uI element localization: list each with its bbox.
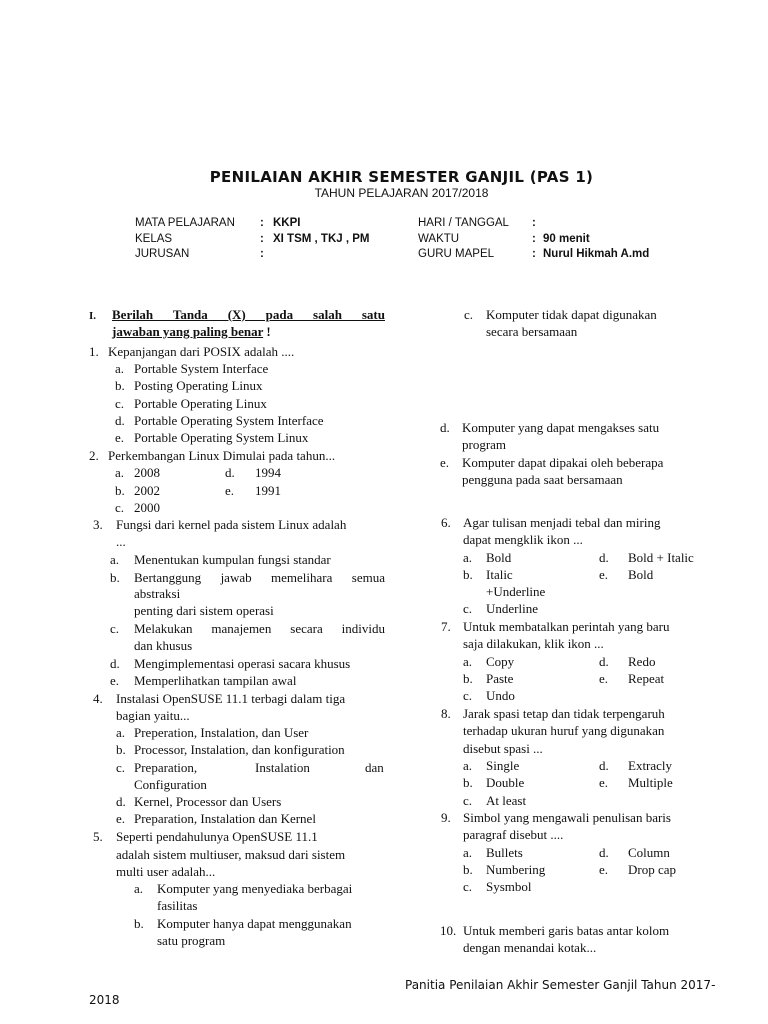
answer-option[interactable]: Bold + Italic	[628, 550, 694, 565]
field-label: HARI / TANGGAL	[418, 217, 509, 229]
answer-option[interactable]: Preparation,	[134, 760, 198, 775]
answer-option[interactable]: Bullets	[486, 845, 523, 860]
answer-option[interactable]: Portable Operating System Linux	[134, 430, 309, 445]
question-number: 9.	[441, 810, 451, 825]
answer-option[interactable]: Komputer yang menyediaka berbagai	[157, 881, 353, 896]
question-number: 3.	[93, 517, 103, 532]
answer-option[interactable]: Posting Operating Linux	[134, 378, 263, 393]
question-number: 7.	[441, 619, 451, 634]
field-value: XI TSM , TKJ , PM	[273, 233, 370, 245]
question-text: Seperti pendahulunya OpenSUSE 11.1	[116, 829, 318, 844]
answer-option[interactable]: Bold	[628, 567, 654, 582]
answer-option[interactable]: Mengimplementasi operasi sacara khusus	[134, 656, 351, 671]
section-instruction-line2: jawaban yang paling benar !	[112, 324, 271, 339]
question-number: 8.	[441, 706, 451, 721]
answer-option[interactable]: 2002	[134, 483, 160, 498]
answer-option[interactable]: Repeat	[628, 671, 665, 686]
answer-option[interactable]: Bertanggung jawab memelihara semua	[134, 570, 385, 585]
answer-option[interactable]: Preperation, Instalation, dan User	[134, 725, 309, 740]
answer-option[interactable]: Single	[486, 758, 520, 773]
answer-option[interactable]: Komputer dapat dipakai oleh beberapa	[462, 455, 664, 470]
page-subtitle: TAHUN PELAJARAN 2017/2018	[314, 186, 489, 200]
question-text: Instalasi OpenSUSE 11.1 terbagi dalam tiga	[116, 691, 346, 706]
field-value: Nurul Hikmah A.md	[543, 248, 650, 260]
question-text: Simbol yang mengawali penulisan baris	[463, 810, 671, 825]
question-text: Jarak spasi tetap dan tidak terpengaruh	[463, 706, 665, 721]
section-number: I.	[89, 310, 97, 322]
answer-option[interactable]: 2008	[134, 465, 160, 480]
field-label: WAKTU	[418, 233, 460, 245]
question-text: Agar tulisan menjadi tebal dan miring	[463, 515, 661, 530]
question-number: 6.	[441, 515, 451, 530]
answer-option[interactable]: Kernel, Processor dan Users	[134, 794, 282, 809]
answer-option[interactable]: Portable System Interface	[134, 361, 269, 376]
footer-text-continued: 2018	[89, 993, 120, 1007]
answer-option[interactable]: Portable Operating Linux	[134, 396, 267, 411]
answer-option[interactable]: Preparation, Instalation dan Kernel	[134, 811, 316, 826]
field-label: KELAS	[135, 233, 173, 245]
answer-option[interactable]: Portable Operating System Interface	[134, 413, 324, 428]
answer-option[interactable]: Multiple	[628, 775, 673, 790]
field-label: GURU MAPEL	[418, 248, 495, 260]
answer-option[interactable]: Undo	[486, 688, 515, 703]
question-text: Untuk memberi garis batas antar kolom	[463, 923, 670, 938]
answer-option[interactable]: Bold	[486, 550, 512, 565]
page-title: PENILAIAN AKHIR SEMESTER GANJIL (PAS 1)	[209, 168, 594, 186]
answer-option[interactable]: Komputer tidak dapat digunakan	[486, 307, 657, 322]
answer-option[interactable]: Sysmbol	[486, 879, 532, 894]
question-text: Perkembangan Linux Dimulai pada tahun...	[108, 448, 336, 463]
answer-option[interactable]: Extracly	[628, 758, 673, 773]
question-text: Fungsi dari kernel pada sistem Linux adalah	[116, 517, 347, 532]
answer-option[interactable]: Italic	[486, 567, 513, 582]
answer-option[interactable]: Komputer yang dapat mengakses satu	[462, 420, 660, 435]
field-label: MATA PELAJARAN	[135, 217, 235, 229]
field-value: KKPI	[273, 217, 301, 229]
answer-option[interactable]: Melakukan manajemen secara individu	[134, 621, 385, 636]
answer-option[interactable]: Komputer hanya dapat menggunakan	[157, 916, 352, 931]
answer-option[interactable]: Column	[628, 845, 670, 860]
answer-option[interactable]: Menentukan kumpulan fungsi standar	[134, 552, 331, 567]
answer-option[interactable]: 2000	[134, 500, 160, 515]
answer-option[interactable]: Copy	[486, 654, 515, 669]
answer-option[interactable]: Redo	[628, 654, 656, 669]
answer-option[interactable]: Memperlihatkan tampilan awal	[134, 673, 297, 688]
section-instruction: Berilah Tanda (X) pada salah satu	[112, 307, 385, 322]
answer-option[interactable]: Underline	[486, 601, 538, 616]
answer-option[interactable]: Numbering	[486, 862, 546, 877]
answer-option[interactable]: Drop cap	[628, 862, 677, 877]
answer-option[interactable]: At least	[486, 793, 527, 808]
field-value: 90 menit	[543, 233, 590, 245]
question-number: 10.	[440, 923, 457, 938]
footer-text: Panitia Penilaian Akhir Semester Ganjil Tahun 2017-	[405, 978, 716, 992]
question-text: Kepanjangan dari POSIX adalah ....	[108, 344, 295, 359]
question-number: 5.	[93, 829, 103, 844]
question-number: 1.	[89, 344, 99, 359]
question-number: 2.	[89, 448, 99, 463]
answer-option[interactable]: 1991	[255, 483, 281, 498]
field-label: JURUSAN	[135, 248, 190, 260]
question-text: Untuk membatalkan perintah yang baru	[463, 619, 670, 634]
answer-option[interactable]: Paste	[486, 671, 514, 686]
question-number: 4.	[93, 691, 103, 706]
answer-option[interactable]: Double	[486, 775, 525, 790]
answer-option[interactable]: 1994	[255, 465, 281, 480]
answer-option[interactable]: Processor, Instalation, dan konfiguration	[134, 742, 345, 757]
